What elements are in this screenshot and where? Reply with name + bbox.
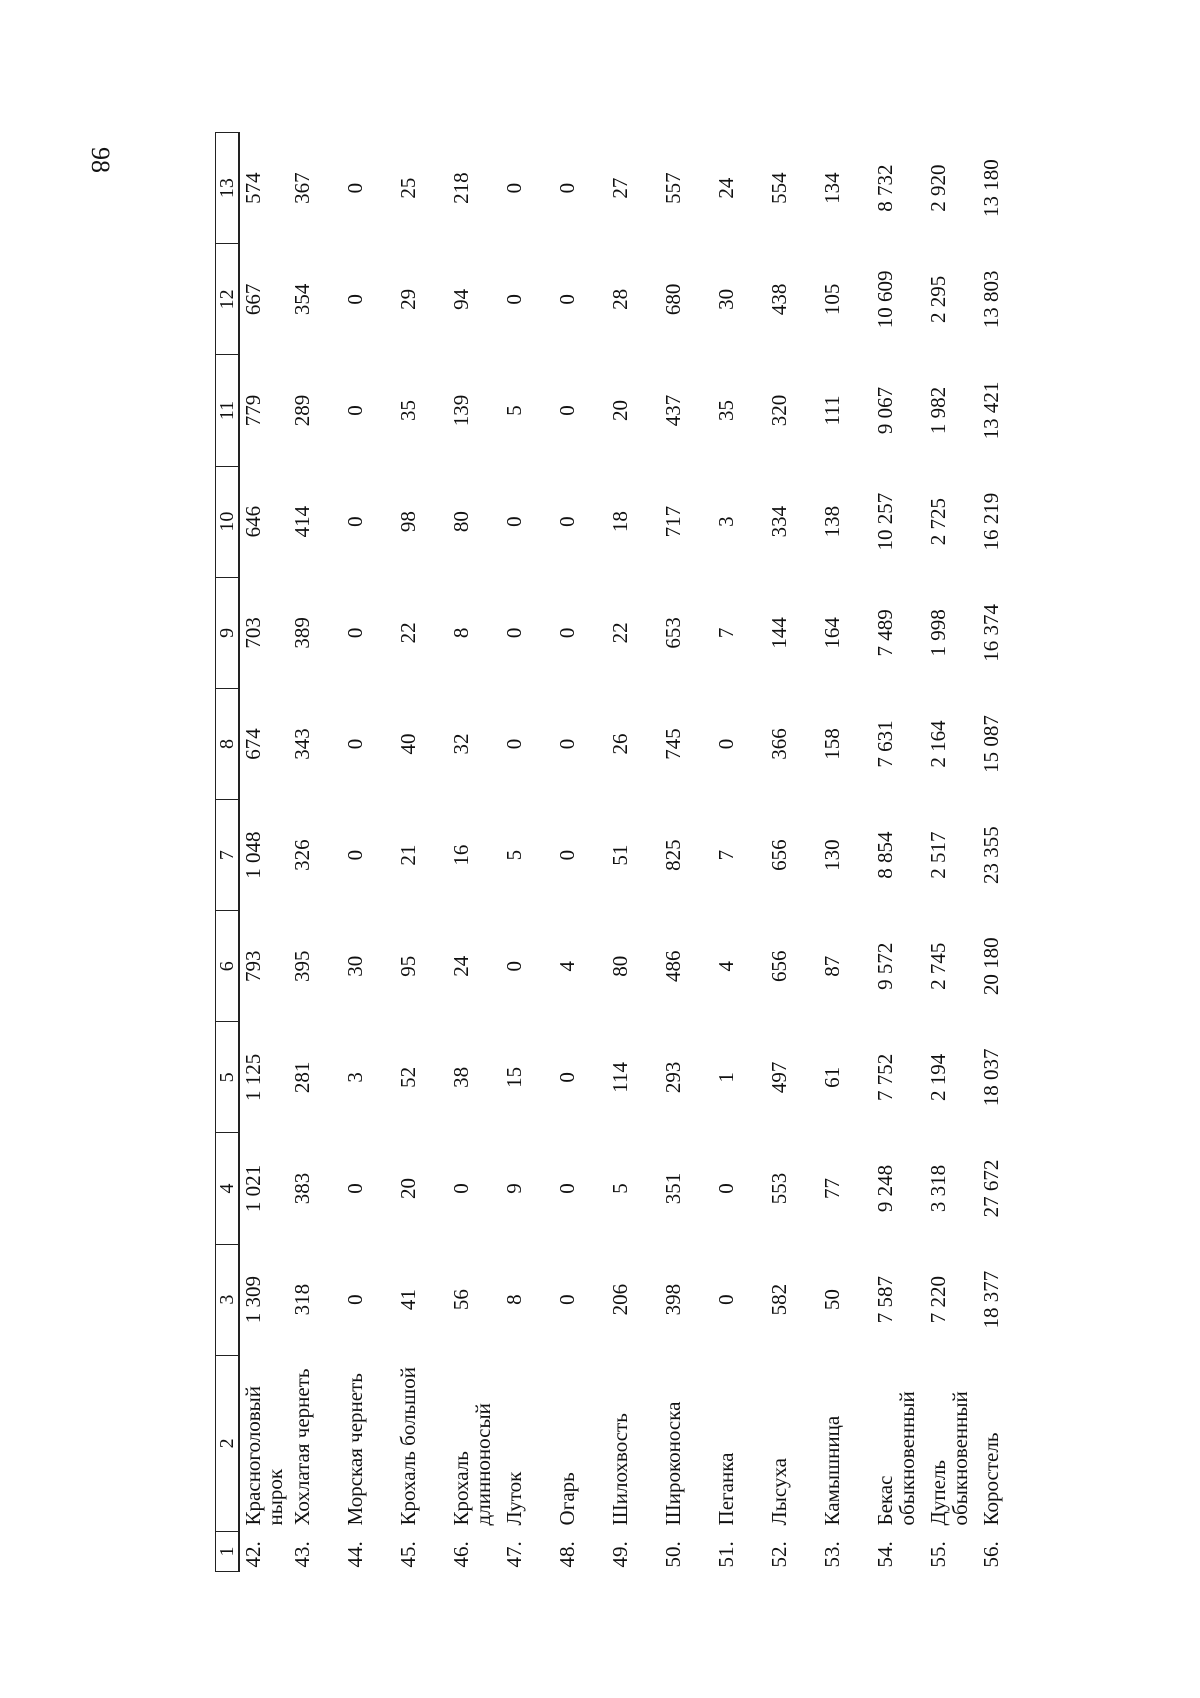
value-cell: 437	[661, 394, 685, 427]
row-number: 50.	[661, 1541, 685, 1568]
value-cell: 414	[290, 505, 314, 538]
value-cell: 206	[608, 1283, 632, 1316]
table-row	[976, 133, 1029, 1572]
table-row	[393, 133, 446, 1572]
value-cell: 9	[502, 1183, 526, 1194]
value-cell: 0	[343, 1294, 367, 1305]
value-cell: 354	[290, 283, 314, 316]
value-cell: 218	[449, 172, 473, 204]
value-cell: 0	[343, 405, 367, 416]
value-cell: 29	[396, 288, 420, 310]
value-cell: 2 517	[926, 831, 950, 879]
row-number: 48.	[555, 1541, 579, 1568]
value-cell: 41	[396, 1289, 420, 1311]
table-row	[446, 133, 499, 1572]
species-name: Широконоска	[661, 1401, 685, 1526]
species-name: Пеганка	[714, 1452, 738, 1526]
column-header-11: 11	[216, 355, 240, 466]
value-cell: 0	[555, 627, 579, 639]
value-cell: 0	[555, 182, 579, 194]
value-cell: 8	[449, 627, 473, 639]
table-row	[287, 133, 340, 1572]
value-cell: 389	[290, 617, 314, 649]
value-cell: 13 803	[979, 270, 1003, 329]
table-body	[239, 133, 1029, 1572]
value-cell: 343	[290, 728, 314, 760]
value-cell: 717	[661, 505, 685, 538]
table-row	[499, 133, 552, 1572]
value-cell: 703	[241, 617, 265, 649]
value-cell: 1 021	[241, 1164, 265, 1213]
column-header-1: 1	[216, 1531, 240, 1571]
value-cell: 0	[555, 1294, 579, 1305]
value-cell: 5	[502, 849, 526, 861]
value-cell: 4	[714, 960, 738, 972]
species-name: Бекас обыкновенный	[873, 1391, 919, 1526]
value-cell: 13 180	[979, 159, 1003, 218]
value-cell: 582	[767, 1283, 791, 1316]
value-cell: 0	[555, 294, 579, 305]
value-cell: 2 295	[926, 275, 950, 324]
value-cell: 7	[714, 627, 738, 639]
value-cell: 366	[767, 728, 791, 760]
value-cell: 653	[661, 617, 685, 649]
value-cell: 26	[608, 733, 632, 755]
value-cell: 61	[820, 1066, 844, 1088]
value-cell: 77	[820, 1178, 844, 1200]
value-cell: 0	[343, 849, 367, 861]
species-name: Шилохвость	[608, 1413, 632, 1526]
value-cell: 293	[661, 1061, 685, 1094]
species-name: Морская чернеть	[343, 1373, 367, 1526]
table-row	[764, 133, 817, 1572]
value-cell: 27 672	[979, 1159, 1003, 1218]
column-header-13: 13	[216, 133, 240, 244]
value-cell: 24	[714, 177, 738, 199]
species-name: Камышница	[820, 1415, 844, 1526]
value-cell: 0	[714, 738, 738, 750]
value-cell: 554	[767, 172, 791, 204]
row-number: 47.	[502, 1541, 526, 1568]
value-cell: 497	[767, 1061, 791, 1094]
value-cell: 8	[502, 1294, 526, 1305]
value-cell: 114	[608, 1062, 632, 1093]
value-cell: 95	[396, 955, 420, 977]
value-cell: 0	[343, 294, 367, 305]
value-cell: 0	[449, 1183, 473, 1194]
value-cell: 438	[767, 283, 791, 316]
value-cell: 130	[820, 839, 844, 871]
species-name: Огарь	[555, 1472, 579, 1526]
value-cell: 779	[241, 394, 265, 427]
value-cell: 20	[608, 400, 632, 422]
value-cell: 111	[820, 395, 844, 426]
species-name: Крохаль большой	[396, 1367, 420, 1526]
value-cell: 0	[343, 738, 367, 750]
value-cell: 0	[555, 405, 579, 416]
value-cell: 80	[449, 511, 473, 533]
column-header-5: 5	[216, 1022, 240, 1133]
value-cell: 20	[396, 1178, 420, 1200]
value-cell: 383	[290, 1172, 314, 1205]
value-cell: 656	[767, 839, 791, 871]
table-row	[605, 133, 658, 1572]
value-cell: 164	[820, 617, 844, 649]
value-cell: 2 745	[926, 942, 950, 990]
value-cell: 18	[608, 511, 632, 533]
table-row	[923, 133, 976, 1572]
species-name: Хохлатая чернеть	[290, 1368, 314, 1526]
row-number: 51.	[714, 1541, 738, 1568]
column-header-10: 10	[216, 466, 240, 577]
value-cell: 0	[502, 738, 526, 750]
value-cell: 87	[820, 955, 844, 977]
table-row	[658, 133, 711, 1572]
value-cell: 3	[343, 1072, 367, 1083]
value-cell: 18 377	[979, 1270, 1003, 1329]
value-cell: 289	[290, 394, 314, 427]
table-row	[239, 133, 287, 1572]
value-cell: 9 067	[873, 386, 897, 435]
value-cell: 56	[449, 1289, 473, 1311]
value-cell: 35	[396, 400, 420, 422]
value-cell: 15 087	[979, 715, 1003, 773]
value-cell: 40	[396, 733, 420, 755]
value-cell: 25	[396, 177, 420, 199]
value-cell: 158	[820, 728, 844, 760]
value-cell: 8 732	[873, 164, 897, 212]
value-cell: 50	[820, 1289, 844, 1311]
value-cell: 2 164	[926, 720, 950, 768]
value-cell: 139	[449, 394, 473, 427]
page-number: 98	[86, 147, 115, 173]
species-name: Крохаль длинноносый	[449, 1403, 495, 1526]
value-cell: 10 609	[873, 270, 897, 329]
value-cell: 8 854	[873, 831, 897, 879]
value-cell: 38	[449, 1066, 473, 1088]
value-cell: 334	[767, 505, 791, 538]
value-cell: 320	[767, 394, 791, 427]
value-cell: 0	[502, 516, 526, 527]
value-cell: 16 219	[979, 492, 1003, 551]
value-cell: 15	[502, 1066, 526, 1088]
row-number: 43.	[290, 1541, 314, 1568]
column-header-2: 2	[216, 1355, 240, 1531]
value-cell: 13 421	[979, 381, 1003, 440]
value-cell: 35	[714, 400, 738, 422]
value-cell: 646	[241, 505, 265, 538]
row-number: 45.	[396, 1541, 420, 1568]
value-cell: 21	[396, 844, 420, 866]
row-number: 54.	[873, 1541, 897, 1568]
row-number: 44.	[343, 1541, 367, 1568]
value-cell: 0	[343, 1183, 367, 1194]
column-header-12: 12	[216, 244, 240, 355]
value-cell: 0	[502, 627, 526, 639]
table-row	[711, 133, 764, 1572]
value-cell: 1 125	[241, 1053, 265, 1101]
value-cell: 27	[608, 177, 632, 199]
value-cell: 23 355	[979, 826, 1003, 884]
value-cell: 0	[502, 294, 526, 305]
value-cell: 398	[661, 1283, 685, 1316]
value-cell: 9 248	[873, 1164, 897, 1213]
row-number: 53.	[820, 1541, 844, 1568]
value-cell: 7	[714, 849, 738, 861]
value-cell: 318	[290, 1283, 314, 1316]
value-cell: 395	[290, 950, 314, 982]
row-number: 55.	[926, 1541, 950, 1568]
value-cell: 557	[661, 172, 685, 204]
value-cell: 144	[767, 617, 791, 649]
value-cell: 0	[555, 1183, 579, 1194]
value-cell: 51	[608, 844, 632, 866]
value-cell: 80	[608, 955, 632, 977]
value-cell: 28	[608, 288, 632, 310]
value-cell: 7 489	[873, 609, 897, 657]
table-row	[340, 133, 393, 1572]
value-cell: 351	[661, 1172, 685, 1205]
value-cell: 281	[290, 1061, 314, 1094]
value-cell: 1 048	[241, 831, 265, 879]
column-header-3: 3	[216, 1244, 240, 1355]
value-cell: 326	[290, 839, 314, 871]
value-cell: 0	[555, 849, 579, 861]
value-cell: 0	[343, 516, 367, 527]
row-number: 56.	[979, 1541, 1003, 1568]
value-cell: 20 180	[979, 937, 1003, 996]
row-number: 46.	[449, 1541, 473, 1568]
species-name: Красноголовый нырок	[241, 1386, 287, 1526]
value-cell: 367	[290, 172, 314, 204]
value-cell: 22	[396, 622, 420, 644]
value-cell: 134	[820, 172, 844, 204]
species-name: Коростель	[979, 1432, 1003, 1526]
value-cell: 1	[714, 1072, 738, 1083]
table-row	[552, 133, 605, 1572]
value-cell: 30	[714, 288, 738, 310]
value-cell: 0	[343, 182, 367, 194]
value-cell: 98	[396, 511, 420, 533]
value-cell: 667	[241, 283, 265, 316]
value-cell: 3	[714, 516, 738, 527]
value-cell: 52	[396, 1066, 420, 1088]
value-cell: 0	[502, 960, 526, 972]
value-cell: 0	[714, 1294, 738, 1305]
value-cell: 0	[555, 1072, 579, 1083]
column-header-6: 6	[216, 911, 240, 1022]
row-number: 52.	[767, 1541, 791, 1568]
value-cell: 0	[555, 738, 579, 750]
value-cell: 574	[241, 172, 265, 204]
value-cell: 0	[714, 1183, 738, 1194]
row-number: 42.	[241, 1541, 265, 1568]
value-cell: 5	[608, 1183, 632, 1194]
value-cell: 3 318	[926, 1164, 950, 1213]
value-cell: 486	[661, 950, 685, 982]
value-cell: 10 257	[873, 492, 897, 551]
header-row	[216, 133, 240, 1572]
value-cell: 745	[661, 728, 685, 760]
value-cell: 105	[820, 283, 844, 316]
value-cell: 24	[449, 955, 473, 977]
species-name: Луток	[502, 1471, 526, 1526]
value-cell: 825	[661, 839, 685, 871]
column-header-9: 9	[216, 577, 240, 688]
value-cell: 0	[555, 516, 579, 527]
value-cell: 7 752	[873, 1053, 897, 1101]
value-cell: 680	[661, 283, 685, 316]
column-header-8: 8	[216, 688, 240, 799]
value-cell: 0	[343, 627, 367, 639]
rotated-table-container	[215, 132, 1003, 1572]
value-cell: 16 374	[979, 603, 1003, 662]
row-number: 49.	[608, 1541, 632, 1568]
value-cell: 7 631	[873, 720, 897, 768]
value-cell: 16	[449, 844, 473, 866]
value-cell: 9 572	[873, 942, 897, 990]
value-cell: 553	[767, 1172, 791, 1205]
value-cell: 138	[820, 505, 844, 538]
value-cell: 1 309	[241, 1276, 265, 1324]
value-cell: 2 194	[926, 1053, 950, 1101]
species-name: Лысуха	[767, 1458, 791, 1526]
value-cell: 674	[241, 728, 265, 760]
data-table	[215, 132, 1029, 1572]
value-cell: 0	[502, 182, 526, 194]
value-cell: 2 920	[926, 164, 950, 212]
value-cell: 22	[608, 622, 632, 644]
value-cell: 32	[449, 733, 473, 755]
value-cell: 4	[555, 960, 579, 972]
value-cell: 7 587	[873, 1276, 897, 1324]
value-cell: 30	[343, 955, 367, 977]
value-cell: 5	[502, 405, 526, 416]
value-cell: 656	[767, 950, 791, 982]
value-cell: 18 037	[979, 1048, 1003, 1107]
table-row	[870, 133, 923, 1572]
table-row	[817, 133, 870, 1572]
column-header-7: 7	[216, 800, 240, 911]
value-cell: 94	[449, 288, 473, 310]
column-header-4: 4	[216, 1133, 240, 1244]
value-cell: 2 725	[926, 498, 950, 546]
value-cell: 7 220	[926, 1276, 950, 1324]
value-cell: 1 982	[926, 386, 950, 435]
species-name: Дупель обыкновенный	[926, 1391, 972, 1526]
value-cell: 793	[241, 950, 265, 982]
value-cell: 1 998	[926, 609, 950, 657]
